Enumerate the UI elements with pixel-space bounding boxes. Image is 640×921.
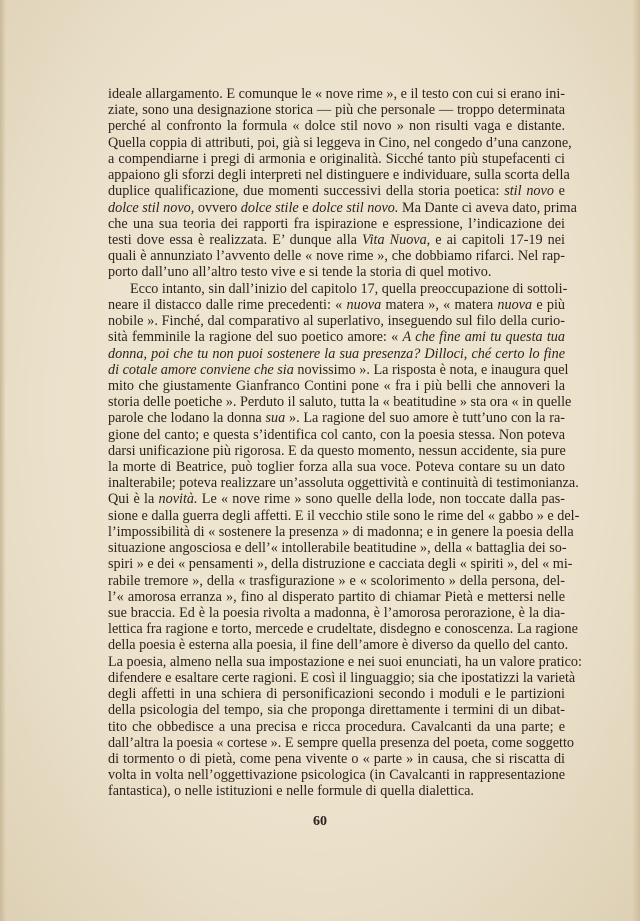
text-run: perché al confronto la formula « dolce stil novo » non risulti vaga e distante. <box>108 118 565 135</box>
text-run: quali è annunziato l’avvento delle « nove rime », che dobbiamo rifarci. Nel rap- <box>108 248 565 265</box>
text-line <box>108 183 565 199</box>
text-run: rabile tremore », della « trasfigurazione » e « scolorimento » della persona, del- <box>108 572 565 589</box>
paragraph <box>108 86 577 281</box>
text-run: di tormento o di pietà, come pena vivente o « parte » in causa, che si riscatta di <box>108 750 565 767</box>
text-run: porto dall’uno all’altro testo vive e si tende la storia di quel motivo. <box>108 264 492 281</box>
text-run: sità femminile la ragione del suo poetico amore: « <box>108 329 403 346</box>
text-run: neare il distacco dalle rime precedenti: « <box>108 296 347 313</box>
text-line <box>108 410 565 426</box>
text-run: volta in volta nell’oggettivazione psicologica (in Cavalcanti in rappresentazione <box>108 767 565 784</box>
text-line <box>108 540 565 556</box>
text-line <box>108 719 565 735</box>
text-run: che una sua teoria dei rapporti fra ispirazione e espressione, l’indicazione dei <box>108 215 565 232</box>
text-line <box>108 605 565 621</box>
text-run: ovvero <box>194 199 241 216</box>
text-run: sue braccia. Ed è la poesia rivolta a madonna, è l’amorosa perorazione, è la dia- <box>108 605 565 621</box>
text-run: e <box>553 183 565 200</box>
text-run: mito che giustamente Gianfranco Contini pone « fra i più belli che annoveri la <box>108 377 565 394</box>
italic-text-run: nuova <box>346 296 382 313</box>
italic-text-run: dolce stil novo. <box>312 199 399 216</box>
text-run: Quella coppia di attributi, poi, già si leggeva in Cino, nel congedo d’una canzone, <box>108 134 572 151</box>
text-run: della psicologia del tempo, sia che proponga direttamente i termini di un dibat- <box>108 702 565 719</box>
text-line <box>108 346 565 362</box>
text-run: gione del canto; e questa s’identifica col canto, con la poesia stessa. Non poteva <box>108 426 565 443</box>
text-run: situazione angosciosa e dell’« intollerabile beatitudine », della « battaglia dei so- <box>108 540 567 557</box>
text-line <box>108 589 565 605</box>
text-run: appaiono gli sforzi degli interpreti nel distinguere e individuare, sulla scorta della <box>108 167 570 184</box>
italic-text-run: dolce stil novo, <box>108 199 195 216</box>
text-run: Ma Dante ci aveva dato, prima <box>398 199 577 216</box>
text-run: difendere e esaltare certe ragioni. E così il linguaggio; sia che ipostatizzi la varietà <box>108 669 576 686</box>
text-line <box>108 637 569 654</box>
text-line <box>108 556 573 573</box>
text-line <box>108 313 565 329</box>
text-line <box>108 86 565 102</box>
text-run: degli affetti in una schiera di personificazioni secondo i moduli e le partizioni <box>108 686 565 703</box>
italic-text-run: donna, poi che tu non puoi sostenere la sua presenza? Dilloci, ché certo lo fine <box>108 345 565 362</box>
text-run: Qui è la <box>108 491 159 508</box>
text-line <box>108 248 565 264</box>
text-line <box>108 653 582 670</box>
text-run: Le « nove rime » sono quelle della lode, non toccate dalla pas- <box>197 491 565 508</box>
text-run: ziate, sono una designazione storica — più che personale — troppo determinata <box>108 102 565 119</box>
text-line <box>108 151 565 167</box>
text-run: e <box>298 199 313 216</box>
text-line <box>108 686 565 702</box>
italic-text-run: novità. <box>158 491 198 508</box>
text-run: lettica fra ragione e torto, mercede e crudeltate, disdegno e conoscenza. La ragione <box>108 621 578 638</box>
text-line <box>108 767 565 783</box>
text-run: l’« amorosa erranza », fino al disperato partito di chiamar Pietà e mettersi nelle <box>108 588 565 605</box>
text-run: dall’altra la poesia « cortese ». E sempre quella presenza del poeta, come soggetto <box>108 734 575 751</box>
text-line <box>108 394 572 411</box>
text-line <box>108 751 565 767</box>
text-run: la morte di Beatrice, può toglier forza alla sua voce. Poteva contare su un dato <box>108 459 565 476</box>
text-run: darsi unificazione più rigorosa. E da questo momento, nessun accidente, sia pure <box>108 442 566 459</box>
text-line <box>108 507 580 524</box>
text-run: Ecco intanto, sin dall’inizio del capitolo 17, quella preoccupazione di sottoli- <box>130 280 568 297</box>
text-run: duplice qualificazione, due momenti successivi della storia poetica: <box>108 183 505 200</box>
page-edge-shadow-left <box>0 0 6 921</box>
text-line <box>108 427 565 443</box>
text-line <box>108 573 565 589</box>
text-line <box>108 378 565 394</box>
text-line <box>108 232 565 248</box>
text-run: testi dove essa è realizzata. E’ dunque alla <box>108 231 362 248</box>
text-line <box>108 329 565 345</box>
text-run: fantastica), o nelle istituzioni e nelle formule di quella dialettica. <box>108 783 474 800</box>
paragraph <box>108 280 582 800</box>
text-run: sione e dalla guerra degli affetti. E il vecchio stile sono le rime del « gabbo » e del- <box>108 507 580 524</box>
text-line <box>108 297 565 313</box>
text-run: e ai capitoli 17-19 nei <box>430 231 565 248</box>
text-run: spiri » e dei « pensamenti », della distruzione e cacciata degli « spiriti », del « mi- <box>108 556 573 573</box>
italic-text-run: nuova <box>497 296 533 313</box>
text-run: l’impossibilità di « sostenere la presenza » di madonna; e in genere la poesia della <box>108 523 574 540</box>
page-edge-shadow-right <box>632 0 640 921</box>
text-run: della poesia è esterna alla poesia, il fine dell’amore è diverso da quello del canto. <box>108 637 569 654</box>
italic-text-run: A che fine ami tu questa tua <box>402 329 565 346</box>
text-run: inalterabile; poteva realizzare un’assoluta oggettività e continuità di testimonianza. <box>108 475 579 492</box>
text-line <box>108 280 568 297</box>
text-line <box>108 134 572 151</box>
text-line <box>108 734 575 751</box>
text-run: nobile ». Finché, dal comparativo al superlativo, inseguendo sul filo della curio- <box>108 313 565 330</box>
text-line <box>108 491 565 507</box>
text-run: matera », « matera <box>381 296 498 313</box>
text-line <box>108 783 565 799</box>
italic-text-run: dolce stile <box>240 199 299 216</box>
text-line <box>108 669 576 686</box>
text-line <box>108 264 565 280</box>
italic-text-run: stil novo <box>504 183 554 200</box>
text-line <box>108 167 570 184</box>
page-number: 60 <box>313 814 327 829</box>
text-run: a compendiarne i pregi di armonia e originalità. Sicché tanto più stupefacenti ci <box>108 150 565 167</box>
text-line <box>108 199 577 216</box>
text-run: La poesia, almeno nella sua impostazione e nei suoi enunciati, ha un valore pratico: <box>108 653 582 670</box>
text-line <box>108 702 565 718</box>
text-line <box>108 102 565 118</box>
italic-text-run: Vita Nuova, <box>362 231 431 248</box>
text-run: e più <box>532 296 565 313</box>
text-line <box>108 621 578 638</box>
text-run: ». La ragione del suo amore è tutt’uno con la ra- <box>285 410 565 427</box>
text-line <box>108 523 574 540</box>
text-line <box>108 443 565 459</box>
text-run: storia delle poetiche ». Perduto il saluto, tutta la « beatitudine » sta ora « in quelle <box>108 394 572 411</box>
text-run: tito che obbedisce a una precisa e ricca procedura. Cavalcanti da una parte; e <box>108 718 565 735</box>
text-line <box>108 118 565 134</box>
italic-text-run: sua <box>265 410 286 427</box>
text-run: parole che lodano la donna <box>108 410 266 427</box>
text-run: novissimo ». La risposta è nota, e inaugura quel <box>293 361 569 378</box>
text-line <box>108 475 579 492</box>
italic-text-run: di cotale amore conviene che sia <box>108 361 294 378</box>
text-run: ideale allargamento. E comunque le « nove rime », e il testo con cui si erano ini- <box>108 86 565 102</box>
text-line <box>108 459 565 475</box>
text-line <box>108 216 565 232</box>
text-line <box>108 361 569 378</box>
body-text <box>108 86 582 800</box>
